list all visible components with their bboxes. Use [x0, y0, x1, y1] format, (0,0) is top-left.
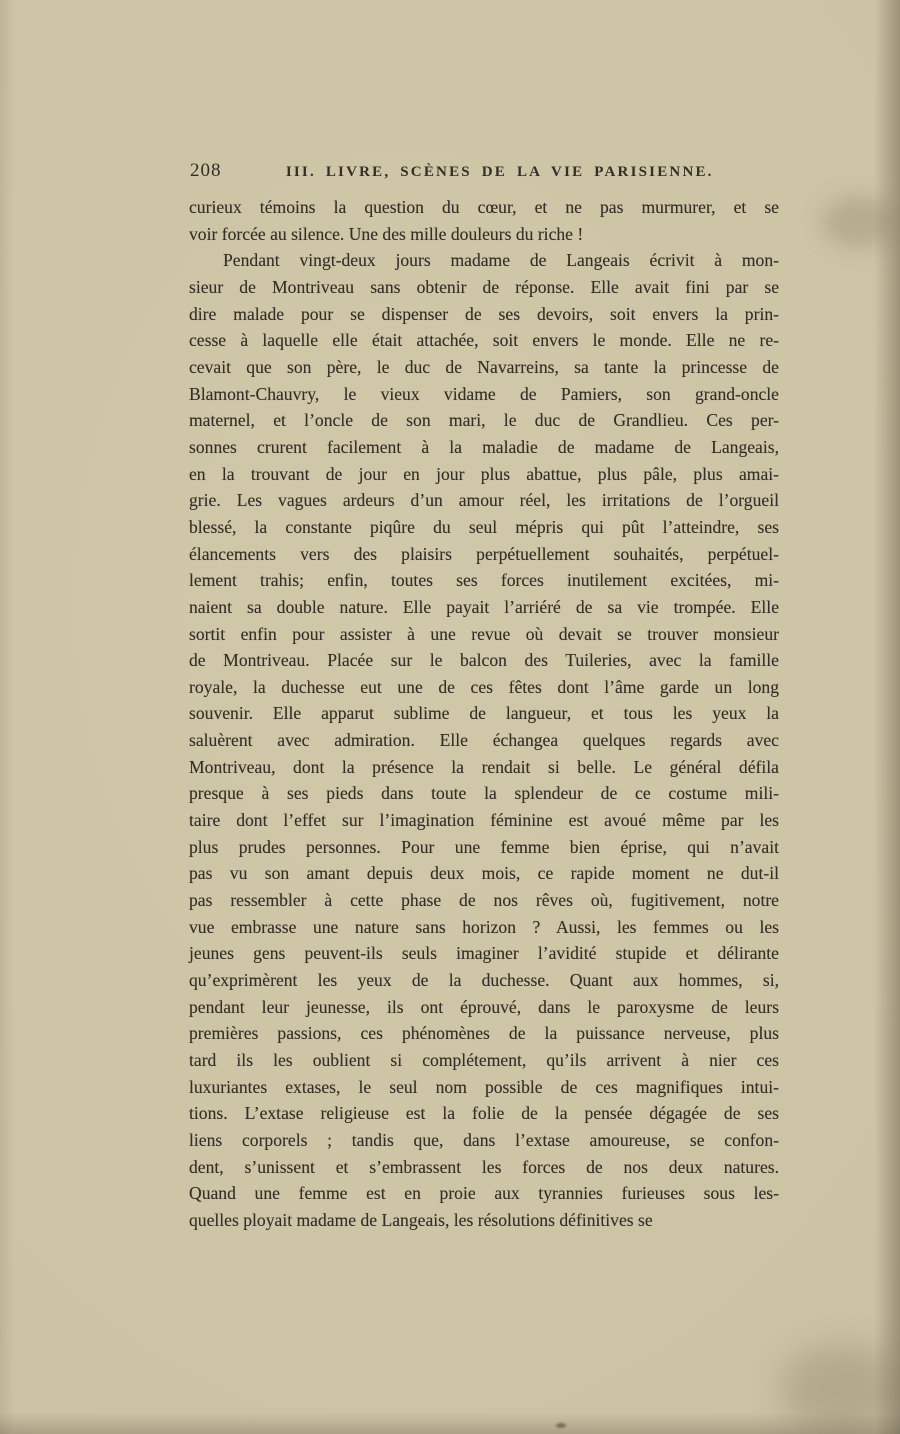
text-line: premières passions, ces phénomènes de la puissance nerveuse, plus	[189, 1023, 779, 1044]
text-line: pendant leur jeunesse, ils ont éprouvé, dans le paroxysme de leurs	[189, 996, 779, 1017]
text-line: blessé, la constante piqûre du seul mépris qui pût l’atteindre, ses	[189, 516, 779, 537]
text-line: liens corporels ; tandis que, dans l’extase amoureuse, se confon-	[189, 1129, 779, 1150]
text-line: dire malade pour se dispenser de ses devoirs, soit envers la prin-	[189, 303, 779, 324]
text-line: tions. L’extase religieuse est la folie de la pensée dégagée de ses	[189, 1103, 779, 1124]
page-header	[190, 160, 778, 182]
text-line: tard ils les oublient si complétement, qu’ils arrivent à nier ces	[189, 1050, 779, 1070]
text-line: naient sa double nature. Elle payait l’arriéré de sa vie trompée. Elle	[189, 596, 779, 617]
text-line: Pendant vingt-deux jours madame de Langeais écrivit à mon-	[223, 250, 779, 271]
text-line: dent, s’unissent et s’embrassent les forces de nos deux natures.	[189, 1156, 779, 1177]
text-line: Blamont-Chauvry, le vieux vidame de Pamiers, son grand-oncle	[189, 383, 779, 404]
text-line: quelles ployait madame de Langeais, les résolutions définitives se	[189, 1209, 653, 1230]
text-line: lement trahis; enfin, toutes ses forces inutilement excitées, mi-	[189, 570, 779, 591]
text-line: souvenir. Elle apparut sublime de langueur, et tous les yeux la	[189, 703, 779, 724]
paragraph	[189, 194, 779, 247]
text-line: taire dont l’effet sur l’imagination féminine est avoué même par les	[189, 810, 779, 831]
text-line: qu’exprimèrent les yeux de la duchesse. Quant aux hommes, si,	[189, 970, 779, 991]
text-line: Quand une femme est en proie aux tyrannies furieuses sous les-	[189, 1183, 779, 1204]
text-line: sieur de Montriveau sans obtenir de réponse. Elle avait fini par se	[189, 276, 779, 297]
text-line: saluèrent avec admiration. Elle échangea quelques regards avec	[189, 730, 779, 751]
text-line: maternel, et l’oncle de son mari, le duc de Grandlieu. Ces per-	[189, 410, 779, 431]
text-line: cevait que son père, le duc de Navarreins, sa tante la princesse de	[189, 356, 779, 377]
text-line: curieux témoins la question du cœur, et ne pas murmurer, et se	[189, 197, 779, 217]
text-line: sortit enfin pour assister à une revue où devait se trouver monsieur	[189, 623, 779, 644]
paper-stain	[780, 1344, 900, 1434]
text-line: cesse à laquelle elle était attachée, soit envers le monde. Elle ne re-	[189, 330, 779, 351]
text-line: royale, la duchesse eut une de ces fêtes dont l’âme garde un long	[189, 676, 779, 697]
text-line: vue embrasse une nature sans horizon ? Aussi, les femmes ou les	[189, 916, 779, 937]
page-number: 208	[190, 160, 222, 181]
text-line: sonnes crurent facilement à la maladie de madame de Langeais,	[189, 436, 779, 457]
text-line: en la trouvant de jour en jour plus abattue, plus pâle, plus amai-	[189, 463, 779, 484]
page-body	[189, 194, 779, 1234]
text-line: luxuriantes extases, le seul nom possible de ces magnifiques intui-	[189, 1076, 779, 1097]
running-header: III. LIVRE, SCÈNES DE LA VIE PARISIENNE.	[285, 164, 714, 180]
text-line: pas ressembler à cette phase de nos rêves où, fugitivement, notre	[189, 890, 779, 911]
text-line: plus prudes personnes. Pour une femme bien éprise, qui n’avait	[189, 836, 779, 857]
text-line: de Montriveau. Placée sur le balcon des Tuileries, avec la famille	[189, 650, 779, 671]
text-line: presque à ses pieds dans toute la splendeur de ce costume mili-	[189, 783, 779, 804]
paper-stain	[822, 196, 896, 248]
text-line: grie. Les vagues ardeurs d’un amour réel, les irritations de l’orgueil	[189, 490, 779, 511]
text-line: élancements vers des plaisirs perpétuellement souhaités, perpétuel-	[189, 543, 779, 564]
text-line: voir forcée au silence. Une des mille douleurs du riche !	[189, 223, 584, 244]
text-line: Montriveau, dont la présence la rendait si belle. Le général défila	[189, 756, 779, 777]
text-line: jeunes gens peuvent-ils seuls imaginer l’avidité stupide et délirante	[189, 943, 779, 964]
ink-speck	[556, 1423, 566, 1428]
text-line: pas vu son amant depuis deux mois, ce rapide moment ne dut-il	[189, 863, 779, 884]
paragraph	[189, 247, 779, 1233]
